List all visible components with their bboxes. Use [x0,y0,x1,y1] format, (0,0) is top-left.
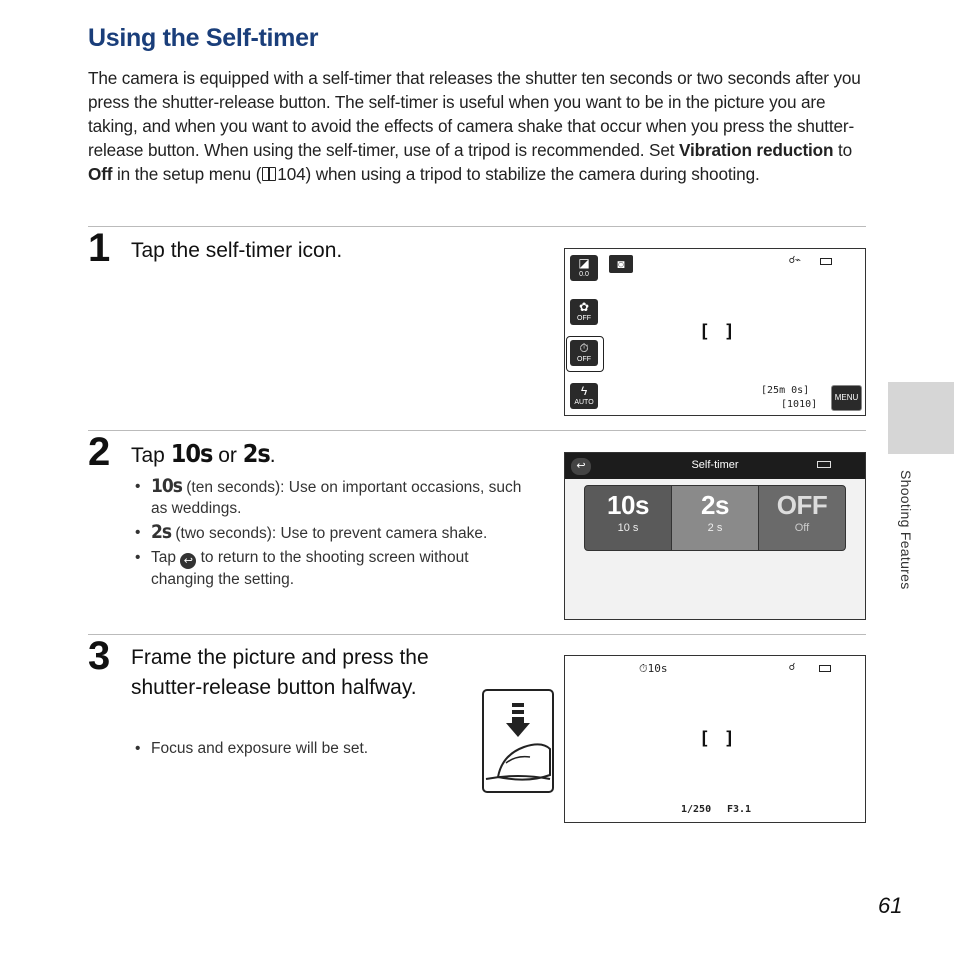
step-title: Tap the self-timer icon. [131,239,343,262]
intro-text: ) when using a tripod to stabilize the camera during shooting. [305,164,760,184]
shooting-screen [564,655,866,823]
intro-paragraph [88,66,868,186]
menu-button[interactable]: MENU [831,385,862,411]
battery-icon [819,665,831,672]
time-remaining: [25m 0s] [761,385,810,396]
divider [88,226,866,227]
option-10s[interactable]: 10s 10 s [584,485,672,551]
page-number: 61 [878,893,903,918]
two-second-glyph: 2s [242,439,270,468]
intro-text: in the setup menu ( [112,164,262,184]
focus-area-icon: [] [699,321,749,342]
page-title: Using the Self-timer [88,24,319,52]
flash-button[interactable]: ϟ AUTO [570,383,598,409]
list-item: • 2s (two seconds): Use to prevent camera shake. [133,522,533,544]
list-item: • Focus and exposure will be set. [133,738,453,759]
return-button[interactable]: ↩ [571,458,591,475]
off-term: Off [88,164,113,184]
section-tab [888,382,954,454]
step-number: 1 [88,226,111,270]
intro-text: The camera is equipped with a self-timer that releases the shutter ten seconds or two seconds after you press the shutter-release button. The self-timer is useful when you want to be in the picture you are taking, and when you want to avoid the effects of camera shake that occur when you press the shutter-release button. When using the self-timer, use of a tripod is recommended. Set [88,68,861,160]
exposures-remaining: [1010] [781,399,818,410]
battery-icon [817,461,831,468]
macro-button[interactable]: ✿ OFF [570,299,598,325]
intro-text: to [833,140,853,160]
divider [88,634,866,635]
step-title: Tap 10s or 2s. [131,439,276,468]
ten-second-glyph: 10s [170,439,213,468]
step-number: 2 [88,430,111,474]
option-2s[interactable]: 2s 2 s [671,485,759,551]
flash-icon: ϟ [580,384,588,398]
step3-bullet-list [133,738,453,762]
option-off[interactable]: OFF Off [758,485,846,551]
aperture-value: F3.1 [727,804,752,815]
section-label: Shooting Features [898,470,914,590]
step2-bullet-list [133,476,533,593]
vibration-reduction-icon: ☌⌁ [789,255,802,266]
screen-title: Self-timer [691,459,739,471]
shutter-speed: 1/250 [681,804,712,815]
vibration-reduction-term: Vibration reduction [678,140,834,160]
vibration-reduction-icon: ☌ [789,662,796,673]
self-timer-button[interactable]: ⏱ OFF [570,340,598,366]
battery-icon [820,258,832,265]
list-item: • Tap ↩ to return to the shooting screen without changing the setting. [133,547,533,590]
page-reference[interactable]: 104 [277,164,306,184]
exposure-compensation-button[interactable]: ◪ 0.0 [570,255,598,281]
flower-icon: ✿ [578,300,590,314]
step-title: Frame the picture and press the shutter-release button halfway. [131,646,429,699]
return-icon: ↩ [180,553,196,569]
self-timer-icon: ⏱ [579,341,589,355]
self-timer-indicator: ⏱10s [639,662,668,675]
list-item: • 10s (ten seconds): Use on important occasions, such as weddings. [133,476,533,519]
step-number: 3 [88,634,111,678]
focus-area-icon: [] [699,728,749,749]
finger-press-illustration [484,691,552,791]
camera-mode-icon[interactable]: ◙ [609,255,633,273]
shutter-half-press-icon [482,689,554,793]
shooting-screen [564,248,866,416]
divider [88,430,866,431]
exposure-icon: ◪ [578,256,590,270]
book-reference-icon [262,167,276,181]
